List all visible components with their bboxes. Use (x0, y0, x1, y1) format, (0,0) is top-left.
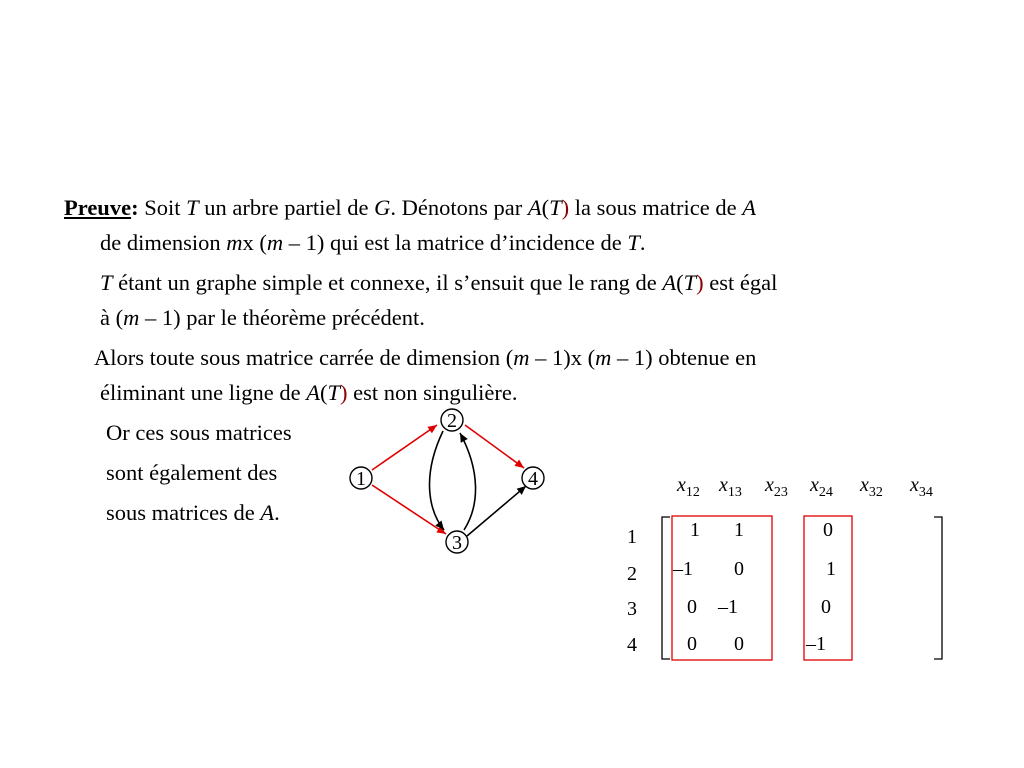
row-label-1: 1 (627, 526, 637, 548)
side-l3-text-b: . (274, 500, 280, 525)
p2-var-T: T (100, 270, 113, 295)
p1-l2-text-b: x ( (242, 230, 267, 255)
p1-text-c: . Dénotons par (390, 195, 528, 220)
svg-text:2: 2 (447, 410, 457, 432)
p1-text-a: Soit (138, 195, 187, 220)
side-l3-text-a: sous matrices de (106, 500, 261, 525)
edge-3-2 (460, 433, 476, 530)
col-header-x34: $x_{34}$ (910, 474, 933, 500)
svg-text:4: 4 (528, 468, 538, 490)
col-header-x12: $x_{12}$ (677, 474, 700, 500)
side-var-A: A (260, 500, 275, 525)
p3-paren-close: ) (339, 380, 348, 405)
p1-var-G: G (374, 195, 391, 220)
cell-r1-x12: 1 (690, 519, 700, 541)
node-2 (441, 409, 463, 432)
cell-r3-x13: –1 (718, 596, 738, 618)
tree-graph (340, 400, 580, 570)
proof-p2-line-1 (64, 265, 974, 300)
p3-var-m: m (513, 345, 530, 370)
p1-text-d: la sous matrice de (569, 195, 743, 220)
p2-var-T2: T (683, 270, 697, 295)
row-label-2: 2 (627, 563, 637, 585)
cell-r3-x12: 0 (687, 596, 697, 618)
p1-var-A: A (527, 195, 542, 220)
p1-var-T3: T (627, 230, 640, 255)
p2-text-b: est égal (703, 270, 778, 295)
p1-var-T2: T (549, 195, 562, 220)
p1-l2-text-a: de dimension (100, 230, 227, 255)
proof-p3-line-1 (64, 340, 974, 375)
p3-l2-text-a: éliminant une ligne de (100, 380, 307, 405)
p2-l2-text-a: à ( (100, 305, 124, 330)
proof-paragraph-2 (64, 265, 974, 335)
side-text (106, 413, 292, 533)
cell-r1-x24: 0 (823, 519, 833, 541)
node-3 (446, 531, 468, 554)
side-text-line-2: sont également des (106, 460, 278, 485)
p3-var-T: T (327, 380, 340, 405)
p3-l2-text-b: est non singulière. (347, 380, 518, 405)
row-label-4: 4 (627, 634, 637, 656)
svg-text:3: 3 (452, 532, 462, 554)
p1-var-T: T (186, 195, 199, 220)
p2-text-a: étant un graphe simple et connexe, il s’ensuit que le rang de (112, 270, 663, 295)
edge-2-3 (430, 431, 444, 530)
proof-p2-line-2 (64, 300, 974, 335)
p2-paren-close: ) (696, 270, 704, 295)
edge-2-4 (465, 425, 524, 468)
col-header-x13: $x_{13}$ (719, 474, 742, 500)
row-label-3: 3 (627, 598, 637, 620)
side-text-line-1: Or ces sous matrices (106, 420, 292, 445)
p3-var-A: A (306, 380, 320, 405)
proof-colon: : (131, 195, 139, 220)
cell-r4-x13: 0 (734, 633, 744, 655)
p1-l2-text-c: – 1) qui est la matrice d’incidence de (283, 230, 628, 255)
proof-paragraph-1 (64, 190, 974, 260)
cell-r4-x24: –1 (806, 633, 826, 655)
svg-text:1: 1 (356, 468, 366, 490)
node-1 (350, 467, 372, 490)
cell-r2-x13: 0 (734, 558, 744, 580)
p3-text-c: – 1) obtenue en (611, 345, 757, 370)
p1-text-b: un arbre partiel de (198, 195, 375, 220)
cell-r2-x12: –1 (673, 558, 693, 580)
p1-paren-open: ( (541, 195, 550, 220)
p3-var-m2: m (595, 345, 612, 370)
col-header-x23: $x_{23}$ (765, 474, 788, 500)
p3-paren-open: ( (319, 380, 328, 405)
p1-var-m2: m (266, 230, 284, 255)
matrix-left-bracket (662, 517, 670, 659)
p2-l2-text-b: – 1) par le théorème précédent. (139, 305, 425, 330)
cell-r2-x24: 1 (826, 558, 836, 580)
proof-p1-line-1 (64, 190, 974, 225)
proof-label: Preuve (64, 195, 132, 220)
p2-var-A: A (662, 270, 677, 295)
side-text-line-3 (106, 493, 292, 533)
col-header-x24: $x_{24}$ (810, 474, 833, 500)
cell-r3-x24: 0 (821, 596, 831, 618)
p2-var-m: m (123, 305, 140, 330)
edge-1-3 (372, 485, 446, 534)
p1-var-m: m (226, 230, 243, 255)
node-4 (522, 467, 544, 490)
p2-paren-open: ( (676, 270, 684, 295)
p1-l2-text-d: . (639, 230, 646, 255)
cell-r4-x12: 0 (687, 633, 697, 655)
matrix-right-bracket (934, 517, 942, 659)
p3-text-b: – 1)x ( (529, 345, 596, 370)
cell-r1-x13: 1 (734, 519, 744, 541)
col-header-x32: $x_{32}$ (860, 474, 883, 500)
edge-1-2 (372, 425, 437, 470)
p1-paren-close: ) (561, 195, 570, 220)
p1-var-A2: A (742, 195, 756, 220)
proof-p1-line-2 (64, 225, 974, 260)
p3-text-a: Alors toute sous matrice carrée de dimension ( (94, 345, 514, 370)
